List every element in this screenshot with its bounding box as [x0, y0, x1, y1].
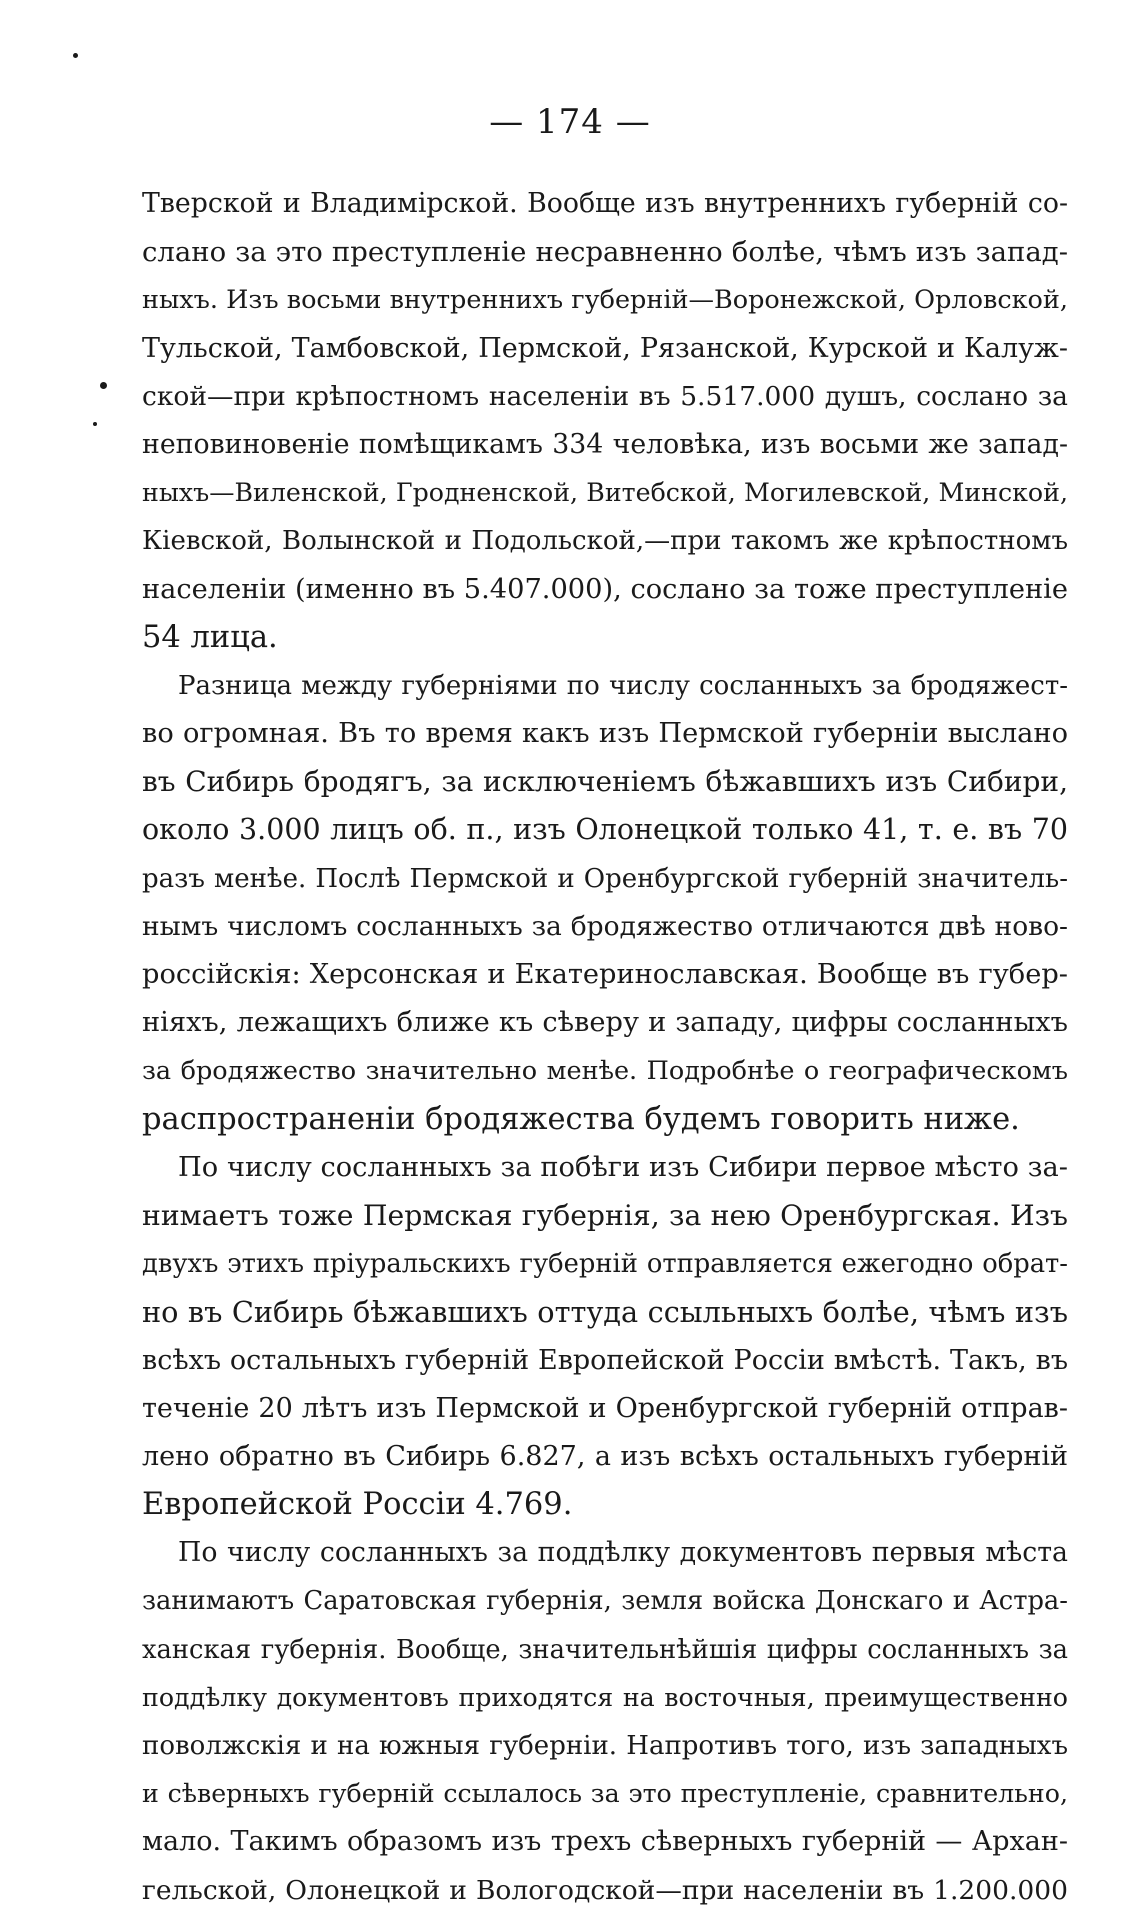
margin-speck — [93, 422, 97, 426]
text-line: но въ Сибирь бѣжавшихъ оттуда ссыльныхъ болѣе, чѣмъ изъ — [142, 1295, 1068, 1330]
text-line: Кіевской, Волынской и Подольской,—при такомъ же крѣпостномъ — [142, 526, 1068, 557]
text-line: за бродяжество значительно менѣе. Подробнѣе о географическомъ — [142, 1056, 1068, 1087]
text-line: занимаютъ Саратовская губернія, земля войска Донскаго и Астра- — [142, 1586, 1068, 1617]
text-line: ныхъ—Виленской, Гродненской, Витебской, Могилевской, Минской, — [142, 478, 1068, 508]
body-text — [142, 180, 1068, 1915]
text-line: Тульской, Тамбовской, Пермской, Рязанской, Курской и Калуж- — [142, 332, 1068, 364]
text-line: ніяхъ, лежащихъ ближе къ сѣверу и западу, цифры сосланныхъ — [142, 1007, 1068, 1039]
text-line: нымъ числомъ сосланныхъ за бродяжество отличаются двѣ ново- — [142, 910, 1068, 942]
text-line: разъ менѣе. Послѣ Пермской и Оренбургской губерній значитель- — [142, 863, 1068, 894]
text-line: и сѣверныхъ губерній ссылалось за это преступленіе, сравнительно, — [142, 1779, 1068, 1809]
text-line: всѣхъ остальныхъ губерній Европейской Россіи вмѣстѣ. Такъ, въ — [142, 1344, 1068, 1376]
text-line: слано за это преступленіе несравненно болѣе, чѣмъ изъ запад- — [142, 236, 1068, 269]
text-line: лено обратно въ Сибирь 6.827, а изъ всѣхъ остальныхъ губерній — [142, 1440, 1068, 1472]
text-line: поволжскія и на южныя губерніи. Напротивъ того, изъ западныхъ — [142, 1731, 1068, 1761]
text-line: мало. Такимъ образомъ изъ трехъ сѣверныхъ губерній — Архан- — [142, 1826, 1068, 1858]
text-line: во огромная. Въ то время какъ изъ Пермской губерніи выслано — [142, 718, 1068, 750]
margin-speck — [73, 53, 78, 58]
text-line: гельской, Олонецкой и Вологодской—при населеніи въ 1.200.000 — [142, 1874, 1068, 1906]
page-number: — 174 — — [489, 102, 651, 142]
text-line: поддѣлку документовъ приходятся на восточныя, преимущественно — [142, 1682, 1068, 1712]
text-line: населеніи (именно въ 5.407.000), сослано за тоже преступленіе — [142, 573, 1068, 605]
text-line: ныхъ. Изъ восьми внутреннихъ губерній—Воронежской, Орловской, — [142, 285, 1068, 316]
text-line: ханская губернія. Вообще, значительнѣйшія цифры сосланныхъ за — [142, 1634, 1068, 1665]
text-line: Тверской и Владимірской. Вообще изъ внутреннихъ губерній со- — [142, 188, 1068, 219]
text-line: распространеніи бродяжества будемъ говорить ниже. — [142, 1101, 1020, 1137]
text-line: По числу сосланныхъ за побѣги изъ Сибири первое мѣсто за- — [178, 1151, 1068, 1183]
margin-speck — [100, 382, 107, 389]
text-line: около 3.000 лицъ об. п., изъ Олонецкой только 41, т. е. въ 70 — [142, 813, 1068, 847]
text-line: 54 лица. — [142, 619, 278, 655]
text-line: двухъ этихъ пріуральскихъ губерній отправляется ежегодно обрат- — [142, 1249, 1068, 1280]
text-line: теченіе 20 лѣтъ изъ Пермской и Оренбургской губерній отправ- — [142, 1392, 1068, 1424]
text-line: нимаетъ тоже Пермская губернія, за нею Оренбургская. Изъ — [142, 1198, 1068, 1232]
text-line: въ Сибирь бродягъ, за исключеніемъ бѣжавшихъ изъ Сибири, — [142, 765, 1068, 799]
text-line: По числу сосланныхъ за поддѣлку документовъ первыя мѣста — [178, 1537, 1068, 1569]
text-line: ской—при крѣпостномъ населеніи въ 5.517.000 душъ, сослано за — [142, 380, 1068, 412]
text-line: россійскія: Херсонская и Екатеринославская. Вообще въ губер- — [142, 959, 1068, 990]
text-line: неповиновеніе помѣщикамъ 334 человѣка, изъ восьми же запад- — [142, 428, 1068, 460]
text-line: Европейской Россіи 4.769. — [142, 1487, 573, 1523]
text-line: Разница между губерніями по числу сосланныхъ за бродяжест- — [178, 670, 1068, 701]
